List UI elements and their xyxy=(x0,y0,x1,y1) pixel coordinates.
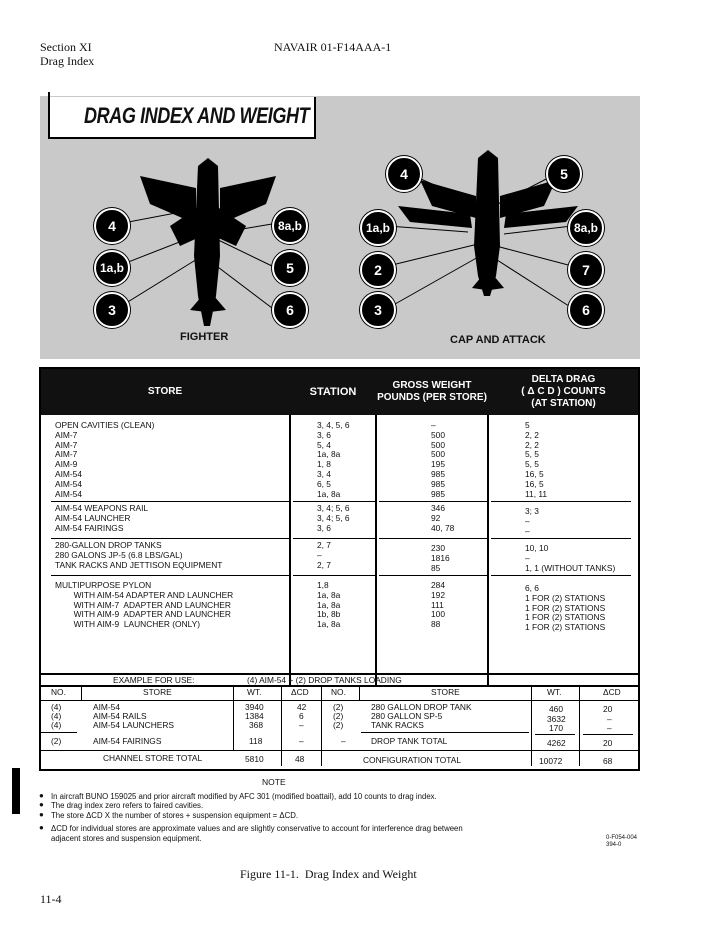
config-total-wt: 10072 xyxy=(539,756,563,766)
col-rule xyxy=(531,686,532,766)
ex-right-no: (2) xyxy=(333,711,344,721)
col-rule xyxy=(321,686,322,766)
aircraft-diagram xyxy=(40,96,640,359)
col-rule xyxy=(359,686,360,700)
group2-store: AIM-54 WEAPONS RAIL AIM-54 LAUNCHER AIM-54 FAIRINGS xyxy=(55,503,149,533)
header-delta-drag: DELTA DRAG ( Δ C D ) COUNTS (AT STATION) xyxy=(521,374,606,409)
ex-left-no: (4) xyxy=(51,702,62,712)
ex-right-store: DROP TANK TOTAL xyxy=(371,736,448,746)
ex-header-wt2: WT. xyxy=(547,687,562,697)
row-divider xyxy=(491,575,631,576)
ex-header-wt: WT. xyxy=(247,687,262,697)
group4-drag: 6, 6 1 FOR (2) STATIONS 1 FOR (2) STATIONS 1 FOR (2) STATIONS 1 FOR (2) STATIONS xyxy=(525,583,606,633)
ex-left-acd: 42 xyxy=(297,702,307,712)
ex-left-no: (4) xyxy=(51,711,62,721)
ex-left-acd: – xyxy=(299,736,304,746)
row-divider xyxy=(379,501,487,502)
col-rule xyxy=(281,686,282,766)
ex-left-store: AIM-54 LAUNCHERS xyxy=(93,720,174,730)
ex-right-wt: 4262 xyxy=(547,738,566,748)
figure-caption: Figure 11-1. Drag Index and Weight xyxy=(240,867,417,881)
fighter-aircraft-silhouette xyxy=(140,158,276,326)
change-bar xyxy=(12,768,20,814)
col-sep xyxy=(375,415,377,685)
group2-station: 3, 4; 5, 6 3, 4; 5, 6 3, 6 xyxy=(317,503,350,533)
note-item: The store ΔCD X the number of stores + suspension equipment = ΔCD. xyxy=(51,811,299,820)
ex-right-wt: 3632 xyxy=(547,714,566,724)
note-item: In aircraft BUNO 159025 and prior aircraft modified by AFC 301 (modified boattail), add 10 counts to drag index. xyxy=(51,792,437,801)
ex-left-acd: – xyxy=(299,720,304,730)
table-body xyxy=(41,415,638,685)
channel-total-label: CHANNEL STORE TOTAL xyxy=(103,753,203,763)
cap-station-1ab: 1a,b xyxy=(360,210,396,246)
cap-station-5: 5 xyxy=(546,156,582,192)
group4-weight: 284 192 111 100 88 xyxy=(431,580,445,630)
cap-station-6: 6 xyxy=(568,292,604,328)
channel-total-acd: 48 xyxy=(295,754,305,764)
subsection-label: Drag Index xyxy=(40,54,95,68)
cap-station-8ab: 8a,b xyxy=(568,210,604,246)
figure-title: DRAG INDEX AND WEIGHT xyxy=(84,103,310,128)
ex-right-wt: 170 xyxy=(549,723,563,733)
col-rule xyxy=(579,686,580,766)
note-item: The drag index zero refers to faired cavities. xyxy=(51,801,204,810)
group1-weight: – 500 500 500 195 985 985 985 xyxy=(431,420,445,499)
row-divider xyxy=(379,538,487,539)
cap-station-7: 7 xyxy=(568,252,604,288)
ex-right-no: (2) xyxy=(333,720,344,730)
example-label: EXAMPLE FOR USE: xyxy=(113,675,195,685)
group1-drag: 5 2, 2 2, 2 5, 5 5, 5 16, 5 16, 5 11, 11 xyxy=(525,420,548,499)
group1-station: 3, 4, 5, 6 3, 6 5, 4 1a, 8a 1, 8 3, 4 6, 5 1a, 8a xyxy=(317,420,350,499)
row-divider xyxy=(41,700,638,701)
col-rule xyxy=(233,686,234,750)
ex-left-store: AIM-54 RAILS xyxy=(93,711,147,721)
group4-station: 1,8 1a, 8a 1a, 8a 1b, 8b 1a, 8a xyxy=(317,580,341,630)
group3-store: 280-GALLON DROP TANKS 280 GALONS JP-5 (6.8 LBS/GAL) TANK RACKS AND JETTISON EQUIPMENT xyxy=(55,540,223,570)
row-divider xyxy=(51,575,289,576)
group1-store: OPEN CAVITIES (CLEAN) AIM-7 AIM-7 AIM-7 AIM-9 AIM-54 AIM-54 AIM-54 xyxy=(55,420,155,499)
ex-left-wt: 1384 xyxy=(245,711,264,721)
header-station: STATION xyxy=(309,386,357,398)
ex-header-acd: ΔCD xyxy=(291,687,309,697)
group4-store: MULTIPURPOSE PYLON WITH AIM-54 ADAPTER AND LAUNCHER WITH AIM-7 ADAPTER AND LAUNCHER WITH AIM-9 ADAPTER AND LAUNCHER WITH AIM-9 LAUNCHER (ONLY) xyxy=(55,580,234,630)
ex-left-store: AIM-54 FAIRINGS xyxy=(93,736,162,746)
page-number: 11-4 xyxy=(40,892,62,906)
ex-right-store: TANK RACKS xyxy=(371,720,424,730)
row-divider xyxy=(293,575,375,576)
fighter-station-3: 3 xyxy=(94,292,130,328)
ex-right-store: 280 GALLON DROP TANK xyxy=(371,702,472,712)
col-sep xyxy=(487,415,489,685)
example-loading: (4) AIM-54 + (2) DROP TANKS LOADING xyxy=(247,675,402,685)
row-divider xyxy=(293,538,375,539)
ex-header-no2: NO. xyxy=(331,687,346,697)
row-divider xyxy=(41,750,638,751)
row-divider xyxy=(51,538,289,539)
figure-code: 0-F054-004 xyxy=(606,835,638,841)
fighter-station-8ab: 8a,b xyxy=(272,208,308,244)
drag-index-table xyxy=(39,367,640,687)
ex-right-no: (2) xyxy=(333,702,344,712)
header-gross-weight: GROSS WEIGHT POUNDS (PER STORE) xyxy=(377,380,487,403)
manual-number: NAVAIR 01-F14AAA-1 xyxy=(274,40,392,54)
ex-left-wt: 368 xyxy=(249,720,263,730)
row-divider xyxy=(583,734,633,735)
note-item: adjacent stores and suspension equipment. xyxy=(51,834,202,843)
section-label: Section XI xyxy=(40,40,92,54)
channel-total-wt: 5810 xyxy=(245,754,264,764)
cap-station-2: 2 xyxy=(360,252,396,288)
ex-left-wt: 118 xyxy=(249,736,263,746)
row-divider xyxy=(361,732,529,733)
figure-code: 394-0 xyxy=(606,842,622,848)
config-total-acd: 68 xyxy=(603,756,613,766)
ex-left-acd: 6 xyxy=(299,711,304,721)
row-divider xyxy=(491,538,631,539)
ex-right-acd: 20 xyxy=(603,738,613,748)
bullet-icon: ● xyxy=(39,810,44,819)
bullet-icon: ● xyxy=(39,791,44,800)
row-divider xyxy=(379,575,487,576)
ex-header-acd2: ΔCD xyxy=(603,687,621,697)
bullet-icon: ● xyxy=(39,823,44,832)
header-store: STORE xyxy=(147,386,183,397)
example-table xyxy=(39,673,640,771)
row-divider xyxy=(41,732,77,733)
ex-header-no: NO. xyxy=(51,687,66,697)
fighter-station-6: 6 xyxy=(272,292,308,328)
group2-drag: 3; 3 – – xyxy=(525,506,539,536)
fighter-label: FIGHTER xyxy=(180,331,229,343)
ex-left-no: (4) xyxy=(51,720,62,730)
ex-header-store2: STORE xyxy=(431,687,460,697)
table-header-row xyxy=(41,369,638,415)
cap-label: CAP AND ATTACK xyxy=(450,334,546,346)
fighter-station-5: 5 xyxy=(272,250,308,286)
ex-right-acd: – xyxy=(607,714,612,724)
row-divider xyxy=(535,734,575,735)
row-divider xyxy=(293,501,375,502)
ex-right-acd: – xyxy=(607,723,612,733)
row-divider xyxy=(491,501,631,502)
group3-drag: 10, 10 – 1, 1 (WITHOUT TANKS) xyxy=(525,543,616,573)
ex-left-store: AIM-54 xyxy=(93,702,120,712)
ex-right-store: 280 GALLON SP-5 xyxy=(371,711,443,721)
group2-weight: 346 92 40, 78 xyxy=(431,503,455,533)
ex-left-no: (2) xyxy=(51,736,62,746)
ex-left-wt: 3940 xyxy=(245,702,264,712)
cap-station-3: 3 xyxy=(360,292,396,328)
note-item: ΔCD for individual stores are approximate values and are slightly conservative to account for interference drag between xyxy=(51,824,463,833)
note-heading: NOTE xyxy=(262,777,286,787)
group3-weight: 230 1816 85 xyxy=(431,543,450,573)
col-rule xyxy=(81,686,82,700)
ex-right-wt: 460 xyxy=(549,704,563,714)
fighter-station-4: 4 xyxy=(94,208,130,244)
bullet-icon: ● xyxy=(39,800,44,809)
group3-station: 2, 7 – 2, 7 xyxy=(317,540,331,570)
fighter-station-1ab: 1a,b xyxy=(94,250,130,286)
ex-header-store: STORE xyxy=(143,687,172,697)
config-total-label: CONFIGURATION TOTAL xyxy=(363,755,462,765)
row-divider xyxy=(51,501,289,502)
ex-right-acd: 20 xyxy=(603,704,613,714)
col-sep xyxy=(289,415,291,685)
cap-station-4: 4 xyxy=(386,156,422,192)
ex-right-no: – xyxy=(341,736,346,746)
